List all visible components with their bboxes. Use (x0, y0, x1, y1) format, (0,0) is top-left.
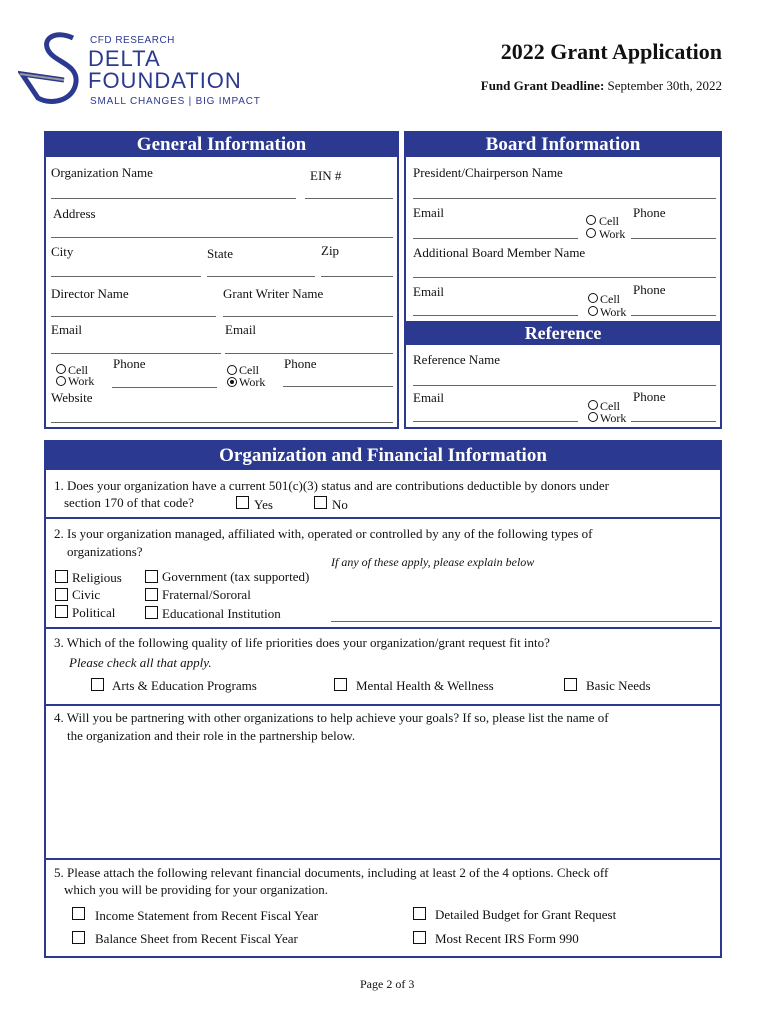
additional-phone-field[interactable] (631, 315, 716, 316)
q3-text: 3. Which of the following quality of life priorities does your organization/grant request fit into? (54, 635, 550, 650)
income-statement-label: Income Statement from Recent Fiscal Year (95, 908, 319, 923)
website-label: Website (51, 390, 93, 405)
director-work-label: Work (68, 374, 95, 388)
director-phone-label: Phone (113, 356, 146, 371)
grant-writer-phone-field[interactable] (283, 386, 393, 387)
civic-checkbox[interactable] (55, 588, 68, 601)
divider (46, 704, 720, 706)
additional-cell-label: Cell (600, 292, 620, 306)
q5-text-line1: 5. Please attach the following relevant financial documents, including at least 2 of the 4 options. Check off (54, 865, 609, 880)
president-phone-field[interactable] (631, 238, 716, 239)
logo-top-text: CFD RESEARCH (90, 35, 175, 46)
delta-s-logo-icon (18, 30, 88, 110)
page-title: 2022 Grant Application (500, 39, 722, 64)
q4-text-line2: the organization and their role in the partnership below. (67, 728, 356, 743)
president-cell-label: Cell (599, 214, 619, 228)
irs-form-990-checkbox[interactable] (413, 931, 426, 944)
government-checkbox[interactable] (145, 570, 158, 583)
fraternal-checkbox[interactable] (145, 588, 158, 601)
address-field[interactable] (51, 237, 393, 238)
political-checkbox[interactable] (55, 605, 68, 618)
deadline-label: Fund Grant Deadline: (480, 78, 605, 93)
basic-needs-label: Basic Needs (586, 678, 651, 693)
q2-text-line2: organizations? (67, 544, 143, 559)
president-work-label: Work (599, 227, 626, 241)
divider (46, 627, 720, 629)
reference-name-field[interactable] (413, 385, 716, 386)
additional-phone-label: Phone (633, 282, 666, 297)
director-name-field[interactable] (51, 316, 216, 317)
additional-email-label: Email (413, 284, 445, 299)
state-label: State (207, 246, 233, 261)
basic-needs-checkbox[interactable] (564, 678, 577, 691)
q1-no-label: No (332, 497, 348, 512)
grant-writer-email-label: Email (225, 322, 257, 337)
q3-note: Please check all that apply. (69, 655, 212, 670)
org-financial-header: Organization and Financial Information (46, 442, 720, 470)
additional-email-field[interactable] (413, 315, 578, 316)
grant-writer-cell-label: Cell (239, 363, 259, 377)
reference-header: Reference (406, 321, 720, 345)
foundation-logo (18, 30, 278, 110)
reference-email-label: Email (413, 390, 445, 405)
grant-writer-cell-radio[interactable] (227, 365, 237, 375)
q1-yes-label: Yes (254, 497, 273, 512)
q1-yes-checkbox[interactable] (236, 496, 249, 509)
religious-label: Religious (72, 570, 122, 585)
director-name-label: Director Name (51, 286, 129, 301)
additional-work-label: Work (600, 305, 627, 319)
logo-tagline: SMALL CHANGES | BIG IMPACT (90, 96, 261, 107)
additional-work-radio[interactable] (588, 306, 598, 316)
reference-name-label: Reference Name (413, 352, 500, 367)
additional-member-field[interactable] (413, 277, 716, 278)
divider (46, 517, 720, 519)
grant-writer-name-label: Grant Writer Name (223, 286, 324, 301)
grant-writer-work-label: Work (239, 375, 266, 389)
president-email-label: Email (413, 205, 445, 220)
reference-phone-label: Phone (633, 389, 666, 404)
additional-member-label: Additional Board Member Name (413, 245, 586, 260)
divider (46, 858, 720, 860)
director-phone-field[interactable] (112, 387, 217, 388)
grant-writer-name-field[interactable] (223, 316, 393, 317)
q2-note: If any of these apply, please explain below (331, 555, 535, 569)
mental-health-label: Mental Health & Wellness (356, 678, 494, 693)
deadline-value: September 30th, 2022 (607, 78, 722, 93)
income-statement-checkbox[interactable] (72, 907, 85, 920)
q5-text-line2: which you will be providing for your organization. (64, 882, 329, 897)
civic-label: Civic (72, 587, 101, 602)
president-work-radio[interactable] (586, 228, 596, 238)
reference-phone-field[interactable] (631, 421, 716, 422)
org-name-label: Organization Name (51, 165, 153, 180)
q2-text-line1: 2. Is your organization managed, affiliated with, operated or controlled by any of the following types of (54, 526, 593, 541)
reference-cell-label: Cell (600, 399, 620, 413)
page-number: Page 2 of 3 (360, 977, 415, 991)
zip-label: Zip (321, 243, 340, 258)
q1-text-line2: section 170 of that code? (64, 495, 194, 510)
government-label: Government (tax supported) (162, 569, 310, 584)
general-info-header: General Information (46, 133, 397, 157)
grant-writer-phone-label: Phone (284, 356, 317, 371)
president-name-label: President/Chairperson Name (413, 165, 563, 180)
org-name-field[interactable] (51, 198, 296, 199)
address-label: Address (53, 206, 96, 221)
board-info-header: Board Information (406, 133, 720, 157)
president-name-field[interactable] (413, 198, 716, 199)
deadline (481, 78, 722, 94)
reference-email-field[interactable] (413, 421, 578, 422)
ein-label: EIN # (310, 168, 342, 183)
president-phone-label: Phone (633, 205, 666, 220)
religious-checkbox[interactable] (55, 570, 68, 583)
q4-answer-area[interactable] (54, 748, 714, 853)
detailed-budget-label: Detailed Budget for Grant Request (435, 907, 617, 922)
logo-delta-text: DELTA (88, 46, 161, 71)
fraternal-label: Fraternal/Sororal (162, 587, 251, 602)
president-cell-radio[interactable] (586, 215, 596, 225)
grant-writer-work-radio[interactable] (227, 377, 237, 387)
arts-education-checkbox[interactable] (91, 678, 104, 691)
balance-sheet-checkbox[interactable] (72, 931, 85, 944)
educational-label: Educational Institution (162, 606, 281, 621)
additional-cell-radio[interactable] (588, 293, 598, 303)
president-email-field[interactable] (413, 238, 578, 239)
director-email-field[interactable] (51, 353, 221, 354)
state-field[interactable] (207, 276, 315, 277)
q2-explain-field[interactable] (331, 621, 712, 622)
reference-work-label: Work (600, 411, 627, 425)
mental-health-checkbox[interactable] (334, 678, 347, 691)
detailed-budget-checkbox[interactable] (413, 907, 426, 920)
city-label: City (51, 244, 74, 259)
political-label: Political (72, 605, 116, 620)
irs-form-990-label: Most Recent IRS Form 990 (435, 931, 579, 946)
ein-field[interactable] (305, 198, 393, 199)
balance-sheet-label: Balance Sheet from Recent Fiscal Year (95, 931, 298, 946)
reference-cell-radio[interactable] (588, 400, 598, 410)
director-email-label: Email (51, 322, 83, 337)
q1-no-checkbox[interactable] (314, 496, 327, 509)
director-work-radio[interactable] (56, 376, 66, 386)
grant-writer-email-field[interactable] (225, 353, 393, 354)
director-cell-radio[interactable] (56, 364, 66, 374)
reference-work-radio[interactable] (588, 412, 598, 422)
logo-foundation-text: FOUNDATION (88, 68, 242, 93)
arts-education-label: Arts & Education Programs (112, 678, 257, 693)
educational-checkbox[interactable] (145, 606, 158, 619)
city-field[interactable] (51, 276, 201, 277)
director-cell-label: Cell (68, 363, 88, 377)
website-field[interactable] (51, 422, 393, 423)
q4-text-line1: 4. Will you be partnering with other organizations to help achieve your goals? If so, please list the name of (54, 710, 609, 725)
q1-text-line1: 1. Does your organization have a current 501(c)(3) status and are contributions deductible by donors under (54, 478, 609, 493)
zip-field[interactable] (321, 276, 393, 277)
